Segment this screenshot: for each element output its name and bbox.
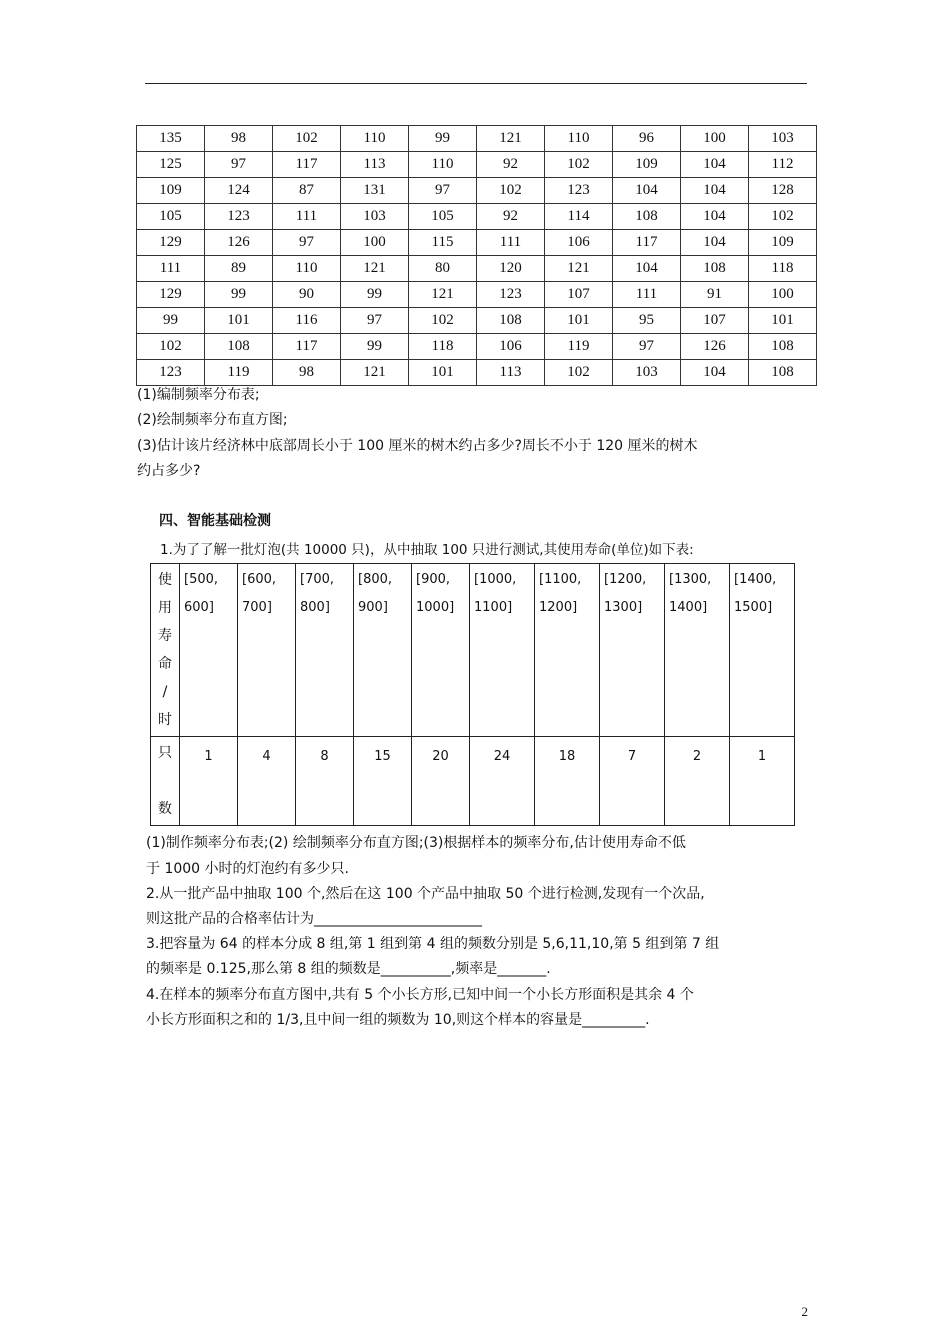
tree-table-row: [137, 308, 817, 334]
tree-table-cell: 99: [409, 126, 477, 152]
tree-table-cell: 111: [273, 204, 341, 230]
tree-table-cell: 121: [409, 282, 477, 308]
problem-4-line-1: 4.在样本的频率分布直方图中,共有 5 个小长方形,已知中间一个小长方形面积是其余 4 个: [146, 987, 694, 1003]
tree-table-row: [137, 178, 817, 204]
tree-table-cell: 107: [681, 308, 749, 334]
bulb-interval-cell: [800, 900]: [354, 564, 412, 737]
section-title: 四、智能基础检测: [159, 513, 271, 529]
tree-table-cell: 110: [341, 126, 409, 152]
bulb-count-row: [151, 737, 795, 826]
tree-table-cell: 102: [545, 360, 613, 386]
tree-table-cell: 97: [341, 308, 409, 334]
bulb-interval-cell: [900, 1000]: [412, 564, 470, 737]
bulb-count-cell: 18: [535, 737, 600, 826]
bulb-count-cell: 15: [354, 737, 412, 826]
bulb-interval-cell: [1200, 1300]: [600, 564, 665, 737]
tree-table-cell: 129: [137, 230, 205, 256]
bulb-interval-cell: [1100, 1200]: [535, 564, 600, 737]
tree-table-cell: 107: [545, 282, 613, 308]
tree-table-cell: 103: [341, 204, 409, 230]
bulb-count-cell: 1: [730, 737, 795, 826]
tree-table-cell: 101: [409, 360, 477, 386]
bulb-interval-cell: [700, 800]: [296, 564, 354, 737]
bulb-count-cell: 20: [412, 737, 470, 826]
tree-table-cell: 123: [477, 282, 545, 308]
problem-3-line-1: 3.把容量为 64 的样本分成 8 组,第 1 组到第 4 组的频数分别是 5,6,11,10,第 5 组到第 7 组: [146, 936, 720, 952]
tree-table-cell: 110: [409, 152, 477, 178]
tree-table-cell: 119: [205, 360, 273, 386]
tree-table-cell: 98: [205, 126, 273, 152]
tree-table-cell: 102: [749, 204, 817, 230]
tree-table-cell: 101: [545, 308, 613, 334]
tree-table-cell: 98: [273, 360, 341, 386]
tree-table-cell: 111: [477, 230, 545, 256]
tree-table-cell: 103: [613, 360, 681, 386]
bulb-count-cell: 7: [600, 737, 665, 826]
tree-table-cell: 131: [341, 178, 409, 204]
problem-3-line-2: 的频率是 0.125,那么第 8 组的频数是__________,频率是_______.: [146, 961, 551, 977]
bulb-interval-cell: [1000, 1100]: [470, 564, 535, 737]
tree-table-row: [137, 230, 817, 256]
tree-table-cell: 117: [613, 230, 681, 256]
tree-table-row: [137, 256, 817, 282]
bulb-interval-cell: [1300, 1400]: [665, 564, 730, 737]
bulb-count-cell: 2: [665, 737, 730, 826]
tree-table-cell: 104: [681, 360, 749, 386]
tree-table-row: [137, 334, 817, 360]
tree-table-cell: 129: [137, 282, 205, 308]
bulb-count-cell: 4: [238, 737, 296, 826]
tree-table-cell: 92: [477, 152, 545, 178]
tree-table-cell: 108: [749, 334, 817, 360]
tree-table-body: [137, 126, 817, 386]
tree-table-cell: 99: [341, 334, 409, 360]
bulb-interval-cell: [1400, 1500]: [730, 564, 795, 737]
problem-1-intro: 1.为了了解一批灯泡(共 10000 只)，从中抽取 100 只进行测试,其使用寿命(单位)如下表:: [160, 542, 694, 558]
tree-table-cell: 119: [545, 334, 613, 360]
tree-table-cell: 92: [477, 204, 545, 230]
tree-table-cell: 110: [273, 256, 341, 282]
tree-table-cell: 80: [409, 256, 477, 282]
tree-table-cell: 91: [681, 282, 749, 308]
tree-table-cell: 111: [137, 256, 205, 282]
tree-table-cell: 120: [477, 256, 545, 282]
tree-table-cell: 108: [681, 256, 749, 282]
tree-table-cell: 102: [137, 334, 205, 360]
problem-2-line-2: 则这批产品的合格率估计为________________________: [146, 911, 482, 927]
tree-table-cell: 99: [341, 282, 409, 308]
problem-1-tasks-line-2: 于 1000 小时的灯泡约有多少只.: [146, 861, 349, 877]
tree-table-cell: 123: [137, 360, 205, 386]
tree-table-cell: 108: [477, 308, 545, 334]
tree-table-cell: 121: [341, 256, 409, 282]
bulb-interval-cell: [500, 600]: [180, 564, 238, 737]
tree-table-cell: 117: [273, 152, 341, 178]
question-3-line-2: 约占多少?: [137, 463, 201, 479]
question-1: (1)编制频率分布表;: [137, 387, 260, 403]
tree-table-cell: 99: [137, 308, 205, 334]
tree-table-cell: 104: [681, 204, 749, 230]
tree-table-row: [137, 152, 817, 178]
tree-table-cell: 124: [205, 178, 273, 204]
tree-table-cell: 96: [613, 126, 681, 152]
tree-table-cell: 106: [477, 334, 545, 360]
tree-table-cell: 128: [749, 178, 817, 204]
tree-table-cell: 97: [613, 334, 681, 360]
tree-table-cell: 102: [477, 178, 545, 204]
bulb-interval-row: [151, 564, 795, 737]
tree-table-cell: 108: [205, 334, 273, 360]
tree-table-cell: 123: [545, 178, 613, 204]
tree-table-cell: 100: [341, 230, 409, 256]
tree-table-cell: 110: [545, 126, 613, 152]
tree-table-cell: 87: [273, 178, 341, 204]
tree-table-cell: 126: [205, 230, 273, 256]
tree-table-cell: 118: [749, 256, 817, 282]
tree-table-cell: 105: [137, 204, 205, 230]
tree-table-row: [137, 282, 817, 308]
bulb-interval-cell: [600, 700]: [238, 564, 296, 737]
tree-table-cell: 125: [137, 152, 205, 178]
bulb-count-cell: 24: [470, 737, 535, 826]
bulb-lifetime-table: [150, 563, 795, 826]
tree-table-cell: 100: [749, 282, 817, 308]
tree-table-cell: 121: [545, 256, 613, 282]
tree-table-cell: 109: [749, 230, 817, 256]
tree-table-cell: 101: [749, 308, 817, 334]
tree-table-cell: 102: [409, 308, 477, 334]
page-number: 2: [801, 1304, 808, 1319]
tree-table-cell: 95: [613, 308, 681, 334]
tree-table-cell: 97: [205, 152, 273, 178]
tree-table-cell: 97: [409, 178, 477, 204]
header-rule: [145, 83, 807, 84]
tree-table-row: [137, 204, 817, 230]
tree-table-cell: 104: [681, 152, 749, 178]
question-2: (2)绘制频率分布直方图;: [137, 412, 288, 428]
question-3-line-1: (3)估计该片经济林中底部周长小于 100 厘米的树木约占多少?周长不小于 120 厘米的树木: [137, 438, 698, 454]
tree-table-cell: 135: [137, 126, 205, 152]
tree-table-cell: 104: [681, 230, 749, 256]
tree-table-cell: 121: [341, 360, 409, 386]
tree-table-cell: 114: [545, 204, 613, 230]
bulb-count-header: 只 数: [151, 737, 180, 826]
tree-table-cell: 118: [409, 334, 477, 360]
tree-table-cell: 102: [545, 152, 613, 178]
tree-table-cell: 89: [205, 256, 273, 282]
tree-table-cell: 123: [205, 204, 273, 230]
tree-table-cell: 104: [613, 256, 681, 282]
tree-table-cell: 117: [273, 334, 341, 360]
bulb-count-cell: 1: [180, 737, 238, 826]
tree-table-cell: 113: [477, 360, 545, 386]
tree-table-cell: 111: [613, 282, 681, 308]
problem-2-line-1: 2.从一批产品中抽取 100 个,然后在这 100 个产品中抽取 50 个进行检测,发现有一个次品,: [146, 886, 705, 902]
tree-table-cell: 90: [273, 282, 341, 308]
bulb-lifetime-header: 使 用 寿 命 / 时: [151, 564, 180, 737]
tree-table-cell: 112: [749, 152, 817, 178]
tree-table-cell: 106: [545, 230, 613, 256]
tree-table-cell: 116: [273, 308, 341, 334]
tree-table-cell: 121: [477, 126, 545, 152]
tree-table-cell: 104: [613, 178, 681, 204]
problem-4-line-2: 小长方形面积之和的 1/3,且中间一组的频数为 10,则这个样本的容量是_________.: [146, 1012, 650, 1028]
problem-1-tasks-line-1: (1)制作频率分布表;(2) 绘制频率分布直方图;(3)根据样本的频率分布,估计使用寿命不低: [146, 835, 686, 851]
bulb-count-cell: 8: [296, 737, 354, 826]
tree-table-cell: 108: [613, 204, 681, 230]
tree-table-row: [137, 126, 817, 152]
tree-table-cell: 115: [409, 230, 477, 256]
tree-table-cell: 103: [749, 126, 817, 152]
tree-table-cell: 113: [341, 152, 409, 178]
tree-table-cell: 104: [681, 178, 749, 204]
tree-table-cell: 109: [137, 178, 205, 204]
tree-table-cell: 109: [613, 152, 681, 178]
tree-table-cell: 97: [273, 230, 341, 256]
tree-table-cell: 102: [273, 126, 341, 152]
tree-table-row: [137, 360, 817, 386]
tree-table-cell: 108: [749, 360, 817, 386]
tree-table-cell: 105: [409, 204, 477, 230]
tree-table-cell: 99: [205, 282, 273, 308]
tree-table-cell: 100: [681, 126, 749, 152]
tree-table-cell: 101: [205, 308, 273, 334]
tree-table-cell: 126: [681, 334, 749, 360]
tree-circumference-table: [136, 125, 817, 386]
